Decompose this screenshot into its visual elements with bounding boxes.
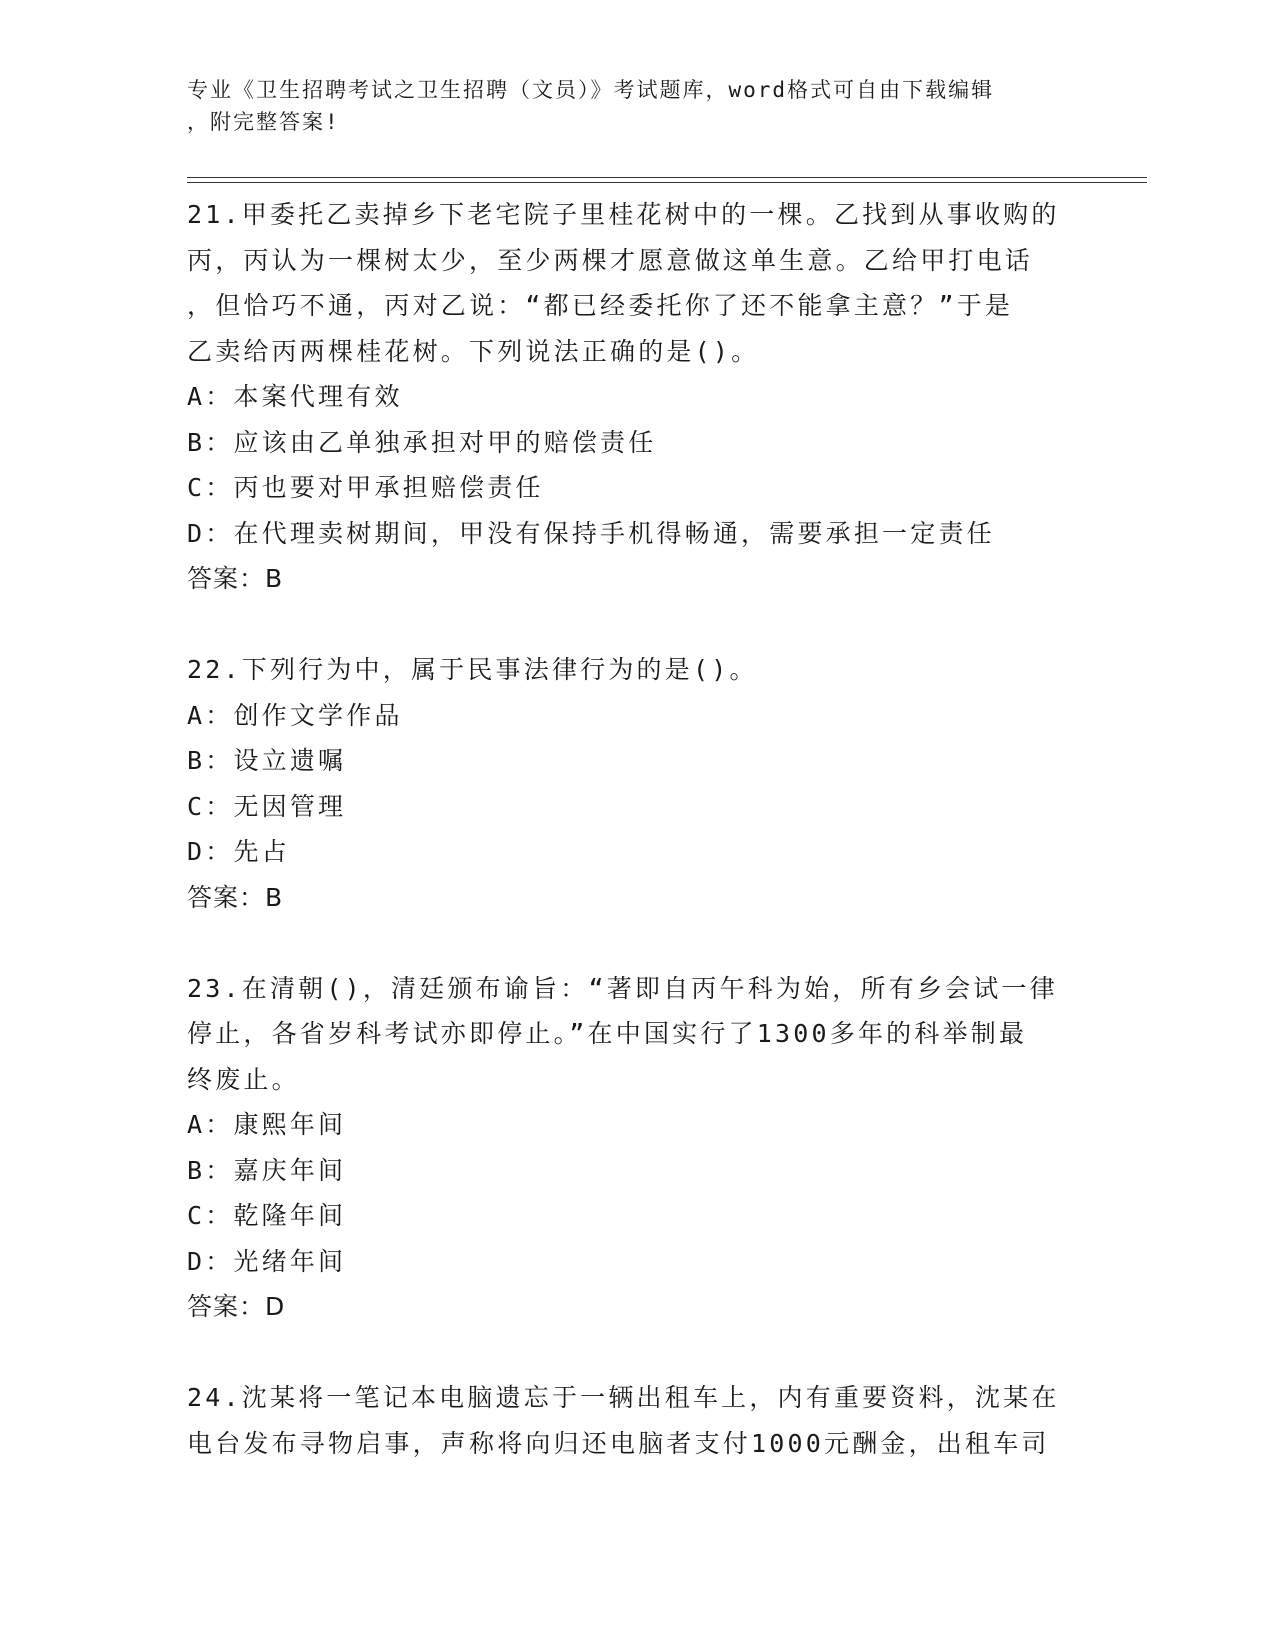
stem-line: 24.沈某将一笔记本电脑遗忘于一辆出租车上，内有重要资料，沈某在 <box>187 1383 1060 1412</box>
question-23 <box>187 966 1087 1330</box>
stem-line: 22.下列行为中，属于民事法律行为的是()。 <box>187 655 758 684</box>
answer-line: 答案：B <box>187 882 284 912</box>
header-line-1: 专业《卫生招聘考试之卫生招聘（文员）》考试题库，word格式可自由下载编辑 <box>187 78 995 102</box>
question-22 <box>187 647 1087 920</box>
header-divider-bottom <box>187 182 1147 183</box>
question-24 <box>187 1375 1087 1466</box>
header-divider-top <box>187 177 1147 178</box>
stem-line: 21.甲委托乙卖掉乡下老宅院子里桂花树中的一棵。乙找到从事收购的 <box>187 200 1060 229</box>
option-c: C：无因管理 <box>187 791 347 821</box>
option-b: B：设立遗嘱 <box>187 746 347 775</box>
header-line-2: ，附完整答案! <box>187 110 340 134</box>
question-list <box>187 192 1087 1466</box>
option-b: B：嘉庆年间 <box>187 1155 347 1185</box>
stem-line: 电台发布寻物启事，声称将向归还电脑者支付1000元酬金，出租车司 <box>187 1428 1050 1458</box>
answer-line: 答案：B <box>187 564 284 593</box>
option-c: C：丙也要对甲承担赔偿责任 <box>187 473 544 502</box>
answer-line: 答案：D <box>187 1292 286 1321</box>
question-stem <box>187 966 1087 1103</box>
option-a: A：创作文学作品 <box>187 700 403 730</box>
stem-line: 终废止。 <box>187 1064 300 1094</box>
stem-line: 停止，各省岁科考试亦即停止。”在中国实行了1300多年的科举制最 <box>187 1019 1028 1048</box>
question-stem <box>187 1375 1087 1466</box>
question-stem <box>187 192 1087 374</box>
question-stem <box>187 647 1087 693</box>
option-d: D：光绪年间 <box>187 1246 347 1276</box>
option-d: D：先占 <box>187 837 290 866</box>
option-a: A：康熙年间 <box>187 1110 347 1139</box>
question-21 <box>187 192 1087 602</box>
stem-line: 23.在清朝()，清廷颁布谕旨：“著即自丙午科为始，所有乡会试一律 <box>187 973 1058 1003</box>
stem-line: 乙卖给丙两棵桂花树。下列说法正确的是()。 <box>187 336 760 366</box>
option-d: D：在代理卖树期间，甲没有保持手机得畅通，需要承担一定责任 <box>187 518 995 548</box>
question-spacer <box>187 602 1087 648</box>
question-spacer <box>187 920 1087 966</box>
stem-line: ，但恰巧不通，丙对乙说：“都已经委托你了还不能拿主意？”于是 <box>187 291 1014 320</box>
option-c: C：乾隆年间 <box>187 1201 347 1230</box>
question-spacer <box>187 1330 1087 1376</box>
stem-line: 丙，丙认为一棵树太少，至少两棵才愿意做这单生意。乙给甲打电话 <box>187 245 1034 275</box>
option-b: B：应该由乙单独承担对甲的赔偿责任 <box>187 427 657 457</box>
option-a: A：本案代理有效 <box>187 382 403 411</box>
document-header <box>187 74 1067 138</box>
